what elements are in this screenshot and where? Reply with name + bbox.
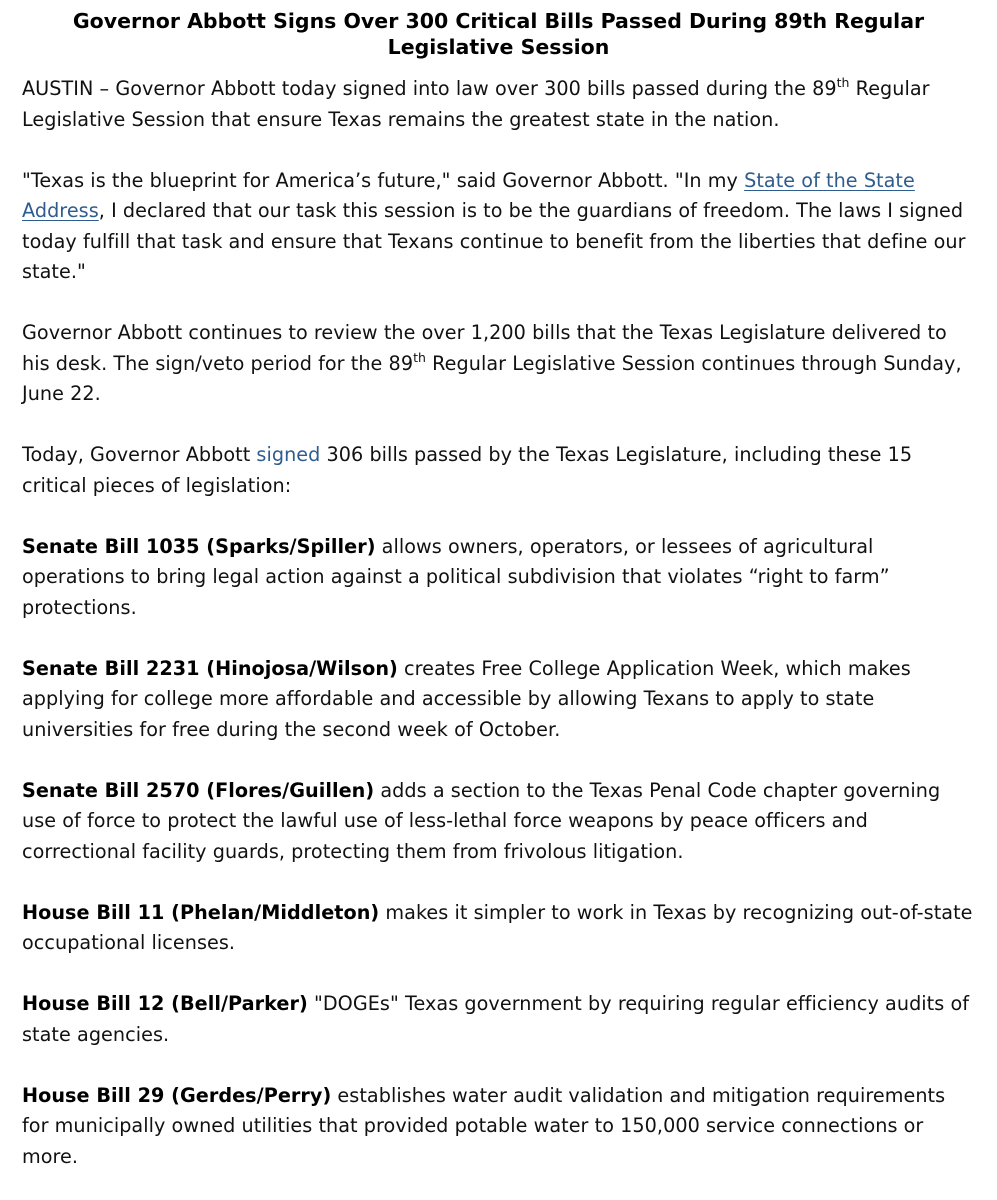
bill-item	[22, 898, 975, 959]
bill-name: House Bill 11 (Phelan/Middleton)	[22, 900, 380, 924]
bill-name: House Bill 12 (Bell/Parker)	[22, 992, 308, 1015]
bill-description: allows owners, operators, or lessees of agricultural operations to bring legal action against a political subdivision that violates “right to farm” protections.	[22, 534, 890, 619]
bill-item	[22, 776, 975, 868]
bill-description: "DOGEs" Texas government by requiring regular efficiency audits of state agencies.	[22, 992, 970, 1046]
today-after: 306 bills passed by the Texas Legislature, including these 15 critical pieces of legislation:	[22, 443, 913, 497]
intro-ordinal-suffix: th	[836, 75, 850, 90]
today-paragraph	[22, 440, 975, 501]
quote-paragraph	[22, 166, 975, 288]
review-paragraph	[22, 318, 975, 410]
intro-tail: Regular Legislative Session that ensure Texas remains the greatest state in the nation.	[22, 77, 930, 131]
bill-item	[22, 989, 975, 1050]
intro-lead: AUSTIN – Governor Abbott today signed into law over 300 bills passed during the 89	[22, 77, 837, 100]
bill-item	[22, 532, 975, 624]
bill-item	[22, 1081, 975, 1173]
quote-after: , I declared that our task this session is to be the guardians of freedom. The laws I signed today fulfill that task and ensure that Texans continue to benefit from the liberties that define our state."	[22, 199, 966, 283]
page-title: Governor Abbott Signs Over 300 Critical Bills Passed During 89th Regular Legislative Session	[72, 9, 925, 59]
review-lead: Governor Abbott continues to review the over 1,200 bills that the Texas Legislature delivered to his desk. The sign/veto period for the 89	[22, 321, 947, 375]
bill-item	[22, 654, 975, 746]
intro-paragraph	[22, 74, 975, 135]
signed-link[interactable]: signed	[256, 443, 321, 466]
bill-description: adds a section to the Texas Penal Code chapter governing use of force to protect the lawful use of less-lethal force weapons by peace officers and correctional facility guards, protecting them from frivolous litigation.	[22, 778, 941, 863]
today-before: Today, Governor Abbott	[22, 443, 257, 466]
state-of-the-state-link[interactable]: State of the State Address	[22, 168, 915, 222]
bill-description: establishes water audit validation and mitigation requirements for municipally owned utilities that provided potable water to 150,000 service connections or more.	[22, 1083, 946, 1168]
bill-name: Senate Bill 2570 (Flores/Guillen)	[22, 778, 375, 802]
quote-before: "Texas is the blueprint for America’s future," said Governor Abbott. "In my	[22, 168, 745, 192]
bill-description: makes it simpler to work in Texas by recognizing out-of-state occupational licenses.	[22, 900, 973, 954]
review-tail: Regular Legislative Session continues through Sunday, June 22.	[22, 351, 962, 405]
bill-name: Senate Bill 1035 (Sparks/Spiller)	[22, 534, 376, 558]
bill-name: Senate Bill 2231 (Hinojosa/Wilson)	[22, 656, 398, 680]
review-ordinal-suffix: th	[413, 349, 427, 365]
bill-name: House Bill 29 (Gerdes/Perry)	[22, 1083, 332, 1107]
bill-description: creates Free College Application Week, which makes applying for college more affordable and accessible by allowing Texans to apply to state universities for free during the second week of October.	[22, 656, 911, 741]
